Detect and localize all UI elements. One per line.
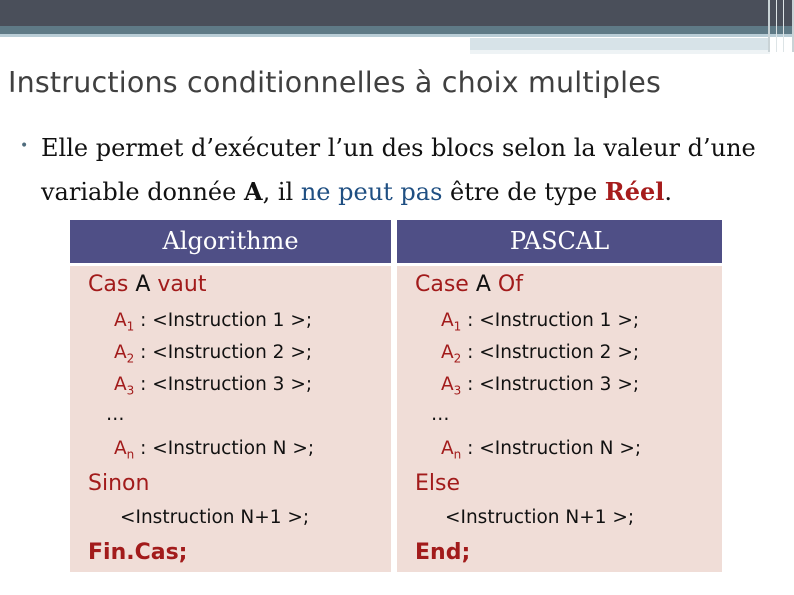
pascal-case-1: $A_1$ : <Instruction 1 >; [441, 310, 640, 334]
comparison-table [70, 220, 722, 572]
algo-end: Fin.Cas; [88, 540, 188, 565]
top-band [0, 26, 794, 34]
variable-A: A [243, 177, 263, 206]
algo-ellipsis: … [106, 404, 125, 425]
pascal-cell [397, 266, 722, 572]
pascal-open: Case A Of [415, 272, 523, 297]
algo-open: Cas A vaut [88, 272, 207, 297]
emphasis-text: ne peut pas [300, 178, 443, 206]
algo-case-n: $A_n$ : <Instruction N >; [114, 438, 315, 462]
algo-case-1: $A_1$ : <Instruction 1 >; [114, 310, 313, 334]
header-decoration [470, 38, 770, 50]
top-bar [0, 0, 794, 26]
top-band-light [0, 34, 794, 37]
pascal-ellipsis: … [431, 404, 450, 425]
pascal-case-2: $A_2$ : <Instruction 2 >; [441, 342, 640, 366]
algo-else: Sinon [88, 471, 150, 496]
corner-decoration-inner [776, 0, 784, 52]
algorithm-cell [70, 266, 391, 572]
pascal-end: End; [415, 540, 471, 565]
bullet-icon: • [20, 138, 29, 154]
algo-case-3: $A_3$ : <Instruction 3 >; [114, 374, 313, 398]
slide-title: Instructions conditionnelles à choix multiples [8, 66, 662, 99]
pascal-case-3: $A_3$ : <Instruction 3 >; [441, 374, 640, 398]
pascal-case-n: $A_n$ : <Instruction N >; [441, 438, 642, 462]
type-reel: Réel [604, 177, 665, 206]
algo-case-2: $A_2$ : <Instruction 2 >; [114, 342, 313, 366]
bullet-text: Elle permet d’exécuter l’un des blocs selon la valeur d’une variable donnée A, il ne peut pas être de type Réel. [41, 134, 756, 206]
pascal-else: Else [415, 471, 461, 496]
algo-else-instruction: <Instruction N+1 >; [120, 507, 310, 528]
header-algorithme: Algorithme [70, 220, 391, 263]
header-decoration-light [470, 50, 770, 54]
pascal-else-instruction: <Instruction N+1 >; [445, 507, 635, 528]
header-pascal: PASCAL [397, 220, 722, 263]
